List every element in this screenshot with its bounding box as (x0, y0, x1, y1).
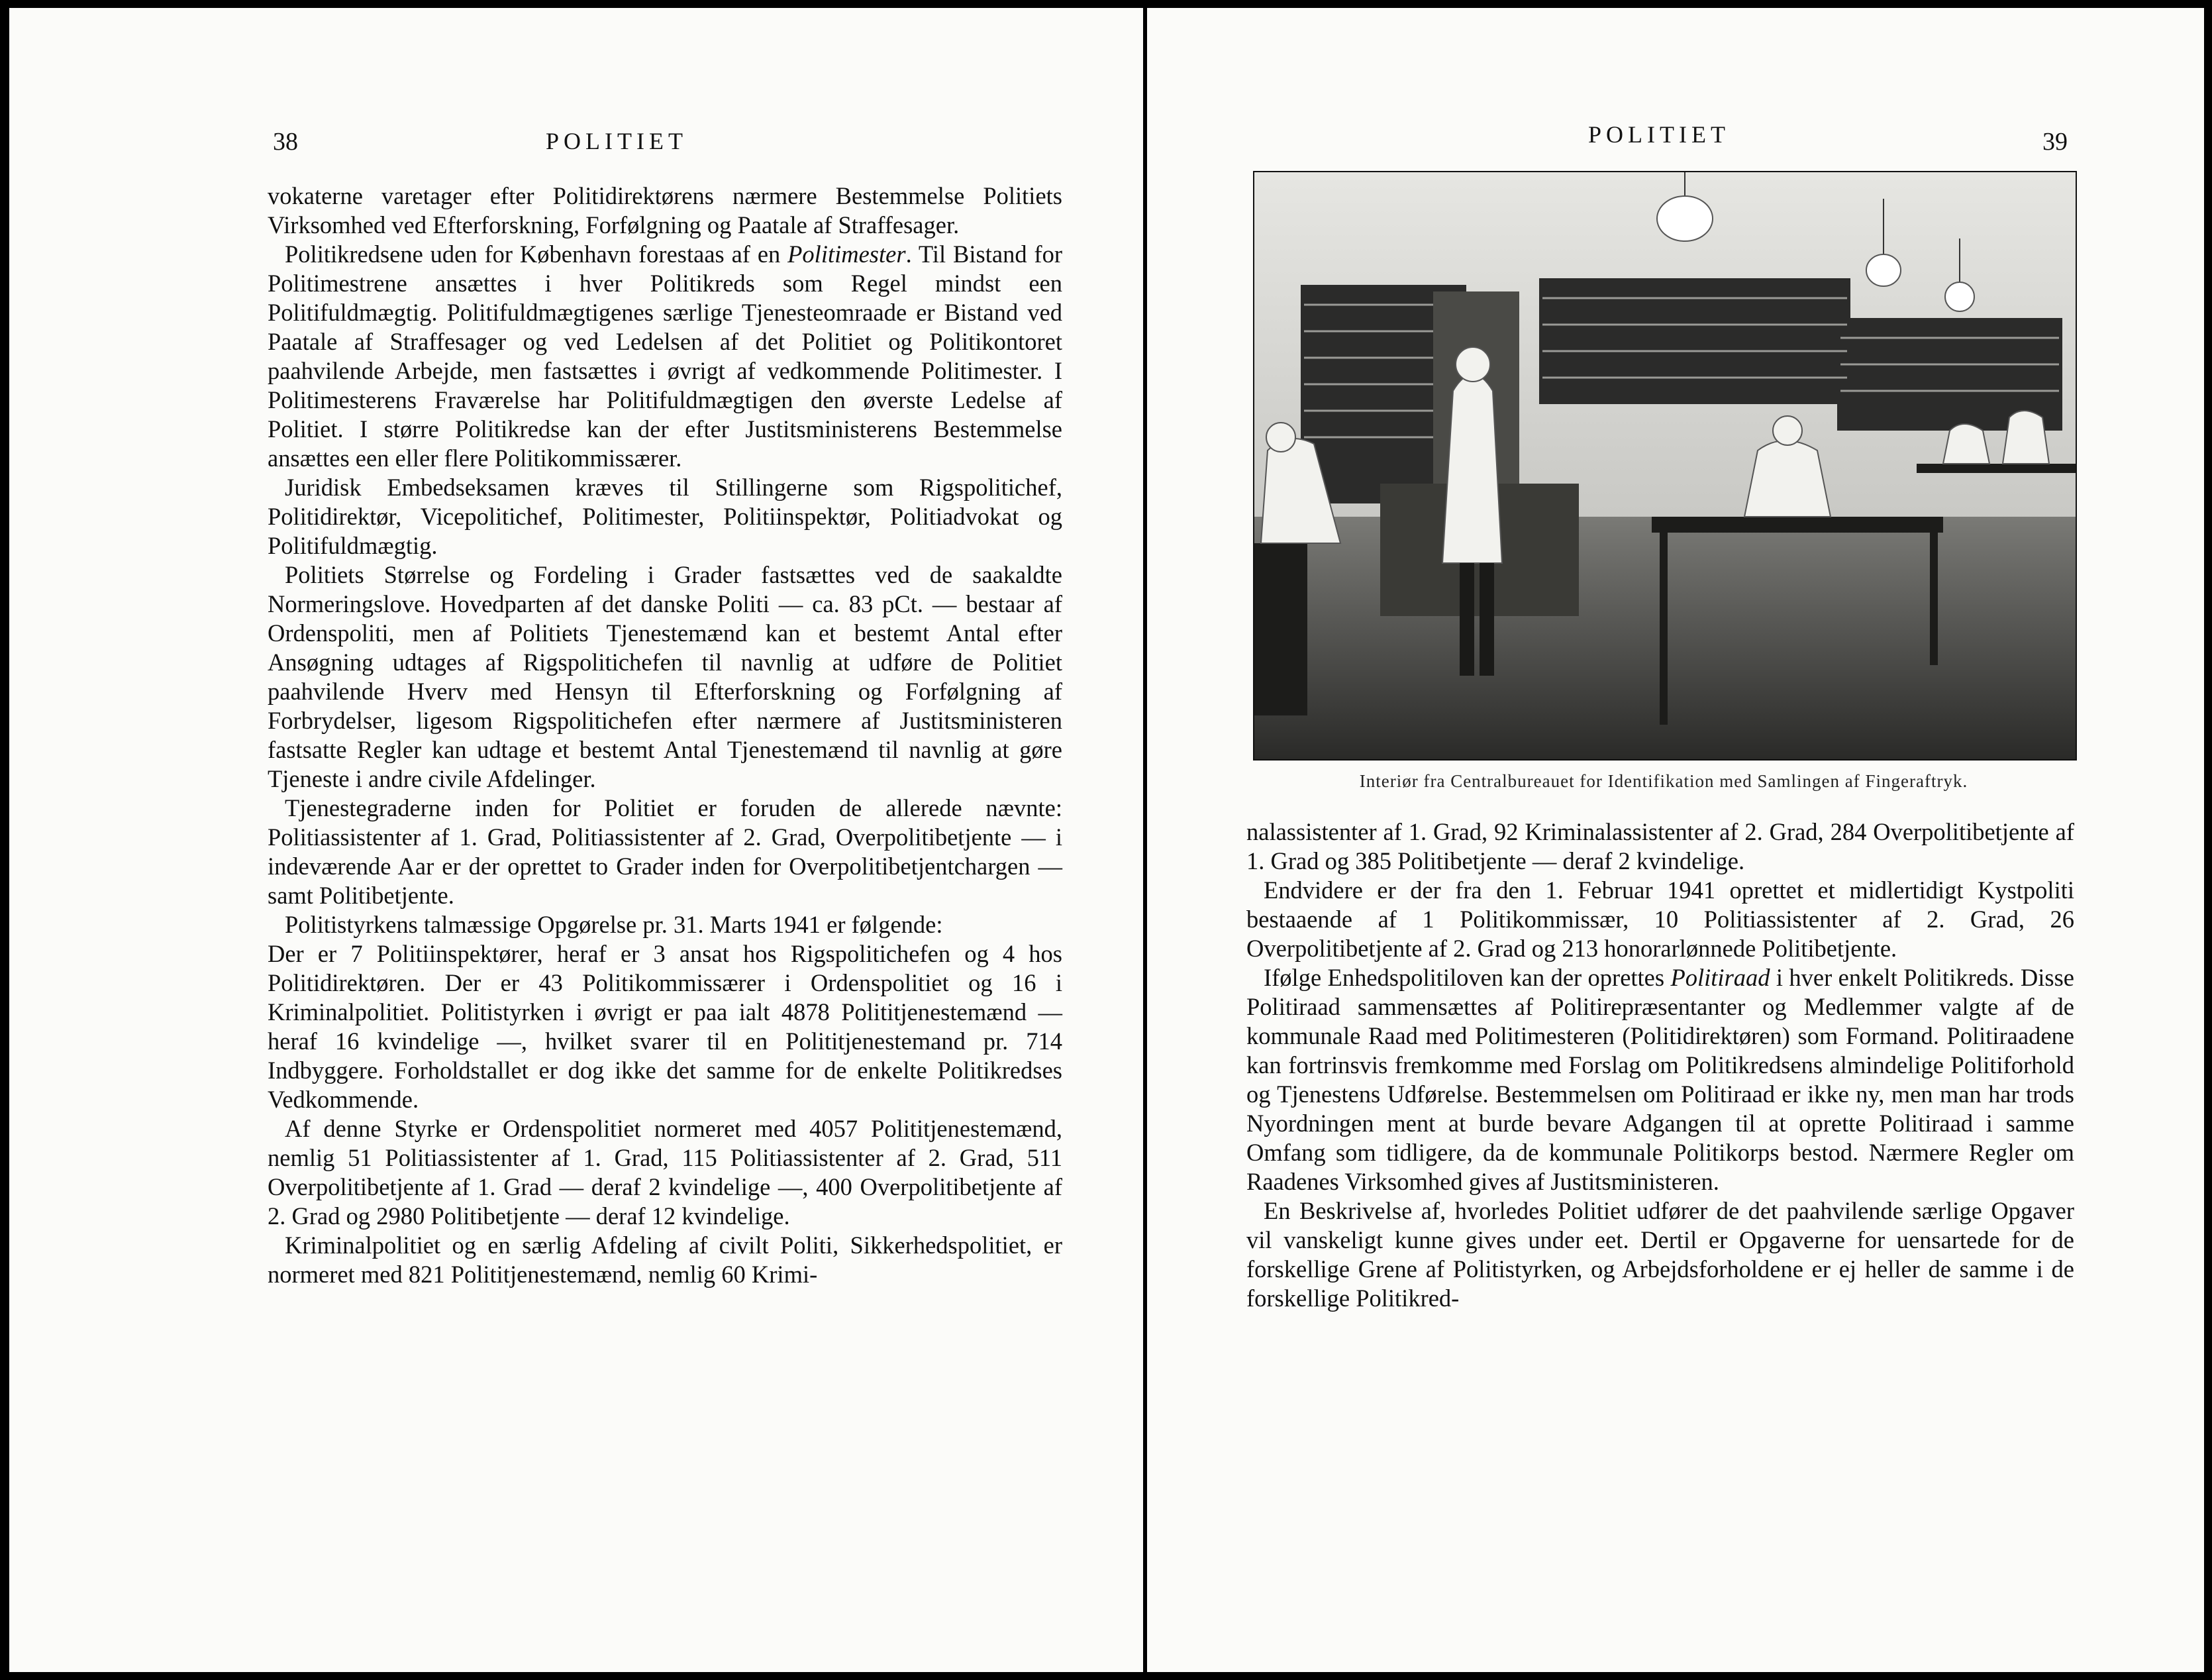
paragraph: En Beskrivelse af, hvorledes Politiet udfører de det paahvilende særlige Opgaver vil vanskeligt kunne gives under eet. Dertil er Opgaverne for uensartede for de forskellige Grene af Politistyrken, og Arbejdsforholdene er ej heller de samme i de forskellige Politikred- (1246, 1197, 2074, 1312)
paragraph: vokaterne varetager efter Politidirektørens nærmere Bestemmelse Politiets Virksomhed ved Efterforskning, Forfølgning og Paatale af Straffesager. (268, 182, 1062, 238)
italic-term: Politiraad (1670, 964, 1770, 991)
paragraph: Der er 7 Politiinspektører, heraf er 3 ansat hos Rigspolitichefen og 4 hos Politidirektøren. Der er 43 Politikommissærer i Ordenspolitiet og 16 i Kriminalpolitiet. Politistyrken i øvrigt er paa ialt 4878 Polititjenestemænd — heraf 16 kvindelige —, hvilket svarer til en Polititjenestemand pr. 714 Indbyggere. Forholdstallet er dog ikke det samme for de enkelte Politikredses Vedkommende. (268, 940, 1062, 1113)
paragraph: Tjenestegraderne inden for Politiet er foruden de allerede nævnte: Politiassistenter af 1. Grad, Politiassistenter af 2. Grad, Overpolitibetjente — i indeværende Aar er der oprettet to Grader inden for Overpolitibetjentchargen — samt Politibetjente. (268, 794, 1062, 909)
paragraph: Af denne Styrke er Ordenspolitiet normeret med 4057 Polititjenestemænd, nemlig 51 Politiassistenter af 1. Grad, 115 Politiassistenter af 2. Grad, 511 Overpolitibetjente af 1. Grad — deraf 2 kvindelige —, 400 Overpolitibetjente af 2. Grad og 2980 Politibetjente — deraf 12 kvindelige. (268, 1115, 1062, 1230)
running-header: POLITIET (1588, 121, 1730, 148)
page-text (268, 182, 1062, 1289)
photo-caption: Interiør fra Centralbureauet for Identifikation med Samlingen af Fingeraftryk. (1359, 771, 1968, 791)
paragraph: Politiets Størrelse og Fordeling i Grader fastsættes ved de saakaldte Normeringslove. Hovedparten af det danske Politi — ca. 83 pCt. — bestaar af Ordenspoliti, men af Politiets Tjenestemænd kan et bestemt Antal efter Ansøgning udtages af Rigspolitichefen til navnlig at udføre de Politiet paahvilende Hverv med Hensyn til Efterforskning og Forfølgning af Forbrydelser, ligesom Rigspolitichefen efter nærmere af Justitsministeren fastsatte Regler kan udtage et bestemt Antal Tjenestemænd til navnlig at gøre Tjeneste i andre civile Afdelinger. (268, 561, 1062, 792)
paragraph: nalassistenter af 1. Grad, 92 Kriminalassistenter af 2. Grad, 284 Overpolitibetjente af 1. Grad og 385 Politibetjente — deraf 2 kvindelige. (1246, 818, 2074, 874)
office-interior-photo (1253, 171, 2077, 761)
paragraph: Juridisk Embedseksamen kræves til Stillingerne som Rigspolitichef, Politidirektør, Vicepolitichef, Politimester, Politiinspektør, Politiadvokat og Politifuldmægtig. (268, 474, 1062, 559)
paragraph: Politistyrkens talmæssige Opgørelse pr. 31. Marts 1941 er følgende: (285, 911, 943, 938)
italic-term: Politimester (787, 240, 906, 268)
right-page (1147, 8, 2204, 1672)
page-number: 38 (273, 128, 298, 156)
page-text (1246, 817, 2074, 1313)
paragraph: Ifølge Enhedspolitiloven kan der oprettes Politiraad i hver enkelt Politikreds. Disse Politiraad sammensættes af Politirepræsentanter og Medlemmer valgte af de kommunale Raad med Politimesteren (Politidirektøren) som Formand. Politiraadene kan fortrinsvis fremkomme med Forslag om Politikredsens almindelige Politiforhold og Tjenestens Udførelse. Bestemmelsen om Politiraad er ikke ny, men man har trods Nyordningen ment at burde bevare Adgangen til at oprette Politiraad i samme Omfang som tidligere, da de kommunale Politikorps bestod. Nærmere Regler om Raadenes Virksomhed gives af Justitsministeren. (1246, 964, 2074, 1195)
paragraph: Endvidere er der fra den 1. Februar 1941 oprettet et midlertidigt Kystpoliti bestaaende af 1 Politikommissær, 10 Politiassistenter af 2. Grad, 26 Overpolitibetjente af 2. Grad og 213 honorarlønnede Politibetjente. (1246, 876, 2074, 962)
left-page (9, 8, 1143, 1672)
running-header: POLITIET (546, 128, 687, 154)
paragraph: Kriminalpolitiet og en særlig Afdeling af civilt Politi, Sikkerhedspolitiet, er normeret med 821 Polititjenestemænd, nemlig 60 Krimi- (268, 1232, 1062, 1288)
paragraph: Politikredsene uden for København forestaas af en Politimester. Til Bistand for Politimestrene ansættes i hver Politikreds som Regel mindst een Politifuldmægtig. Politifuldmægtigenes særlige Tjenesteomraade er Bistand ved Paatale af Straffesager og ved Ledelsen af det Politiet og Politikontoret paahvilende Arbejde, men fastsættes i øvrigt af vedkommende Politimester. I Politimesterens Fraværelse har Politifuldmægtigen den øverste Ledelse af Politiet. I større Politikredse kan der efter Justitsministerens Bestemmelse ansættes een eller flere Politikommissærer. (268, 240, 1062, 472)
page-number: 39 (2042, 128, 2068, 156)
